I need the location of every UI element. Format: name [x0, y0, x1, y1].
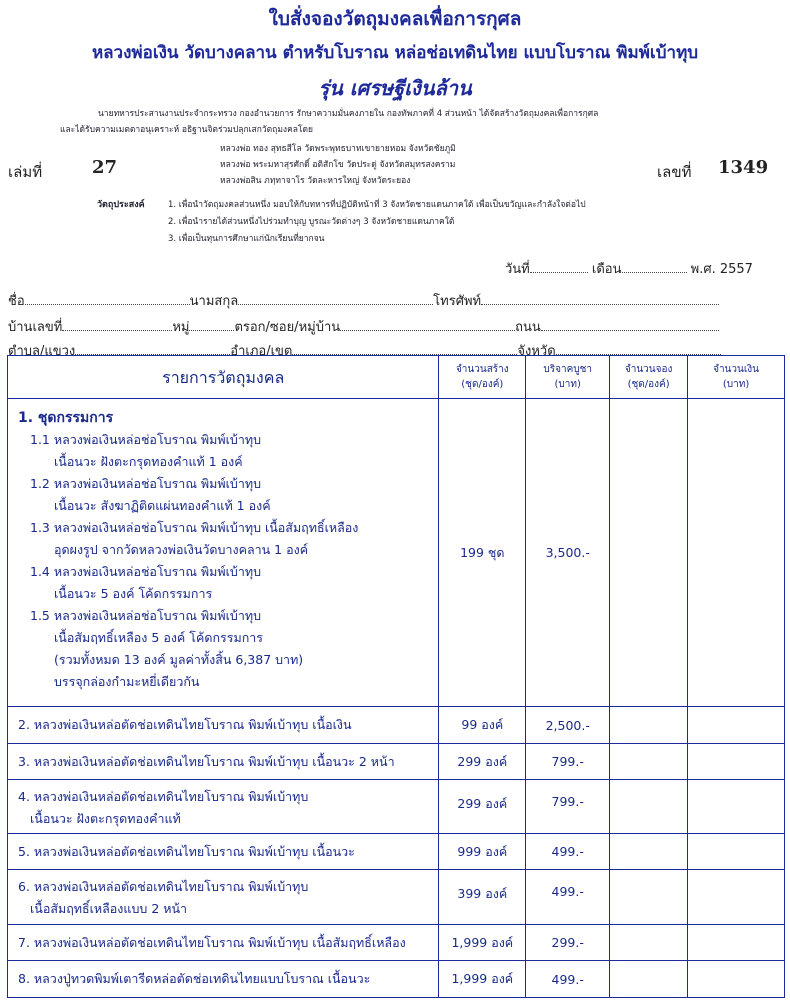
- qty-cell: 199 ชุด: [439, 399, 526, 707]
- amount-cell[interactable]: [688, 744, 785, 780]
- monk-list: [220, 141, 456, 189]
- item-line: 2. หลวงพ่อเงินหล่อตัดช่อเทดินไทยโบราณ พิมพ์เบ้าทุบ เนื้อเงิน: [18, 717, 352, 732]
- monk-item: หลวงพ่อ พระมหาสุรศักดิ์ อติสักโข วัดประดู่ จังหวัดสมุทรสงคราม: [220, 160, 456, 170]
- qty-cell: 399 องค์: [439, 870, 526, 925]
- district-field[interactable]: [292, 342, 517, 355]
- qty-cell: 299 องค์: [439, 780, 526, 834]
- header-made: จำนวนสร้าง (ชุด/องค์): [439, 356, 526, 399]
- amount-cell[interactable]: [688, 870, 785, 925]
- objectives-label: วัตถุประสงค์: [97, 200, 145, 210]
- header-reserve: จำนวนจอง (ชุด/องค์): [610, 356, 688, 399]
- serial-label: เลขที่: [657, 163, 692, 181]
- price-cell: 3,500.-: [526, 399, 610, 707]
- amount-cell[interactable]: [688, 399, 785, 707]
- item-line: 8. หลวงปู่ทวดพิมพ์เตารีดหล่อตัดช่อเทดินไทยแบบโบราณ เนื้อนวะ: [18, 971, 371, 986]
- name-label: ชื่อ: [8, 294, 25, 309]
- objectives-list: [168, 197, 586, 248]
- amount-cell[interactable]: [688, 780, 785, 834]
- item-cell: [8, 961, 439, 998]
- price-cell: 799.-: [526, 744, 610, 780]
- surname-field[interactable]: [238, 292, 433, 305]
- set-line: 1.1 หลวงพ่อเงินหล่อช่อโบราณ พิมพ์เบ้าทุบ: [30, 432, 262, 447]
- soi-label: ตรอก/ซอย/หมู่บ้าน: [234, 320, 341, 335]
- item-cell: [8, 925, 439, 961]
- set-line: เนื้อนวะ ฝังตะกรุดทองคำแท้ 1 องค์: [54, 454, 243, 469]
- road-label: ถนน: [515, 320, 541, 335]
- header-donation: บริจาคบูชา (บาท): [526, 356, 610, 399]
- price-cell: 2,500.-: [526, 707, 610, 744]
- price-cell: 499.-: [526, 870, 610, 925]
- house-label: บ้านเลขที่: [8, 320, 63, 335]
- table-row: [8, 834, 785, 870]
- price-cell: 299.-: [526, 925, 610, 961]
- edition-name: รุ่น เศรษฐีเงินล้าน: [318, 76, 472, 100]
- serial-number: 1349: [718, 157, 769, 178]
- amount-cell[interactable]: [688, 925, 785, 961]
- qty-cell: 999 องค์: [439, 834, 526, 870]
- intro-line-1: นายทหารประสานงานประจำกระทรวง กองอำนวยการ รักษาความมั่นคงภายใน กองทัพภาคที่ 4 ส่วนหน้า ได้จัดสร้างวัตถุมงคลเพื่อการกุศล: [98, 109, 599, 119]
- monk-item: หลวงพ่อ ทอง สุทธสีโล วัดพระพุทธบาทเขายายหอม จังหวัดชัยภูมิ: [220, 144, 456, 154]
- month-field[interactable]: [622, 272, 687, 273]
- road-field[interactable]: [541, 318, 719, 331]
- surname-label: นามสกุล: [189, 294, 239, 309]
- reserve-cell[interactable]: [610, 707, 688, 744]
- subdistrict-field[interactable]: [75, 342, 230, 355]
- header-amount: จำนวนเงิน (บาท): [688, 356, 785, 399]
- set-line: (รวมทั้งหมด 13 องค์ มูลค่าทั้งสิ้น 6,387 บาท): [54, 652, 304, 667]
- table-row: [8, 399, 785, 707]
- amount-cell[interactable]: [688, 961, 785, 998]
- item-line: เนื้อนวะ ฝังตะกรุดทองคำแท้: [30, 811, 181, 826]
- set-line: บรรจุกล่องกำมะหยี่เดียวกัน: [54, 674, 200, 689]
- monk-item: หลวงพ่อสิน ภทฺทาจาโร วัดละหารใหญ่ จังหวัดระยอง: [220, 176, 411, 186]
- set-line: เนื้อนวะ สังฆาฏิติดแผ่นทองคำแท้ 1 องค์: [54, 498, 271, 513]
- set-line: อุดผงรูป จากวัดหลวงพ่อเงินวัดบางคลาน 1 องค์: [54, 542, 309, 557]
- moo-field[interactable]: [189, 318, 234, 331]
- table-row: [8, 744, 785, 780]
- name-field[interactable]: [25, 292, 190, 305]
- header-item: รายการวัตถุมงคล: [8, 356, 439, 399]
- qty-cell: 99 องค์: [439, 707, 526, 744]
- address-row: [8, 316, 719, 337]
- moo-label: หมู่: [172, 320, 190, 335]
- intro-line-2: และได้รับความเมตตาอนุเคราะห์ อธิฐานจิตร่วมปลุกเสกวัตถุมงคลโดย: [60, 125, 314, 135]
- item-line: 5. หลวงพ่อเงินหล่อตัดช่อเทดินไทยโบราณ พิมพ์เบ้าทุบ เนื้อนวะ: [18, 844, 355, 859]
- amount-cell[interactable]: [688, 707, 785, 744]
- book-number: 27: [92, 157, 118, 178]
- objective-item: 1. เพื่อนำวัตถุมงคลส่วนหนึ่ง มอบให้กับทหารที่ปฏิบัติหน้าที่ 3 จังหวัดชายแดนภาคใต้ เพื่อเป็นขวัญและกำลังใจต่อไป: [168, 200, 586, 210]
- set-line: 1.2 หลวงพ่อเงินหล่อช่อโบราณ พิมพ์เบ้าทุบ: [30, 476, 262, 491]
- set-line: เนื้อสัมฤทธิ์เหลือง 5 องค์ โค้ดกรรมการ: [54, 630, 263, 645]
- item-cell: [8, 707, 439, 744]
- table-row: [8, 870, 785, 925]
- item-cell: [8, 834, 439, 870]
- price-cell: 499.-: [526, 961, 610, 998]
- set-line: 1.5 หลวงพ่อเงินหล่อช่อโบราณ พิมพ์เบ้าทุบ: [30, 608, 262, 623]
- district-label: อำเภอ/เขต: [230, 344, 293, 359]
- reserve-cell[interactable]: [610, 925, 688, 961]
- reserve-cell[interactable]: [610, 870, 688, 925]
- house-field[interactable]: [62, 318, 172, 331]
- reserve-cell[interactable]: [610, 961, 688, 998]
- day-label: วันที่: [505, 262, 530, 277]
- item-line: เนื้อสัมฤทธิ์เหลืองแบบ 2 หน้า: [30, 901, 188, 916]
- item-line: 3. หลวงพ่อเงินหล่อตัดช่อเทดินไทยโบราณ พิมพ์เบ้าทุบ เนื้อนวะ 2 หน้า: [18, 754, 395, 769]
- set-title: 1. ชุดกรรมการ: [18, 410, 114, 426]
- set-line: 1.4 หลวงพ่อเงินหล่อช่อโบราณ พิมพ์เบ้าทุบ: [30, 564, 262, 579]
- reserve-cell[interactable]: [610, 744, 688, 780]
- name-row: [8, 290, 719, 311]
- item-cell: [8, 780, 439, 834]
- item-cell: [8, 870, 439, 925]
- province-field[interactable]: [556, 342, 721, 355]
- table-row: [8, 780, 785, 834]
- province-label: จังหวัด: [517, 344, 556, 359]
- items-table: [7, 355, 785, 998]
- soi-field[interactable]: [340, 318, 515, 331]
- table-row: [8, 925, 785, 961]
- form-title: ใบสั่งจองวัตถุมงคลเพื่อการกุศล: [268, 8, 522, 30]
- phone-label: โทรศัพท์: [433, 294, 482, 309]
- date-line: [505, 258, 753, 279]
- qty-cell: 1,999 องค์: [439, 961, 526, 998]
- set-line: เนื้อนวะ 5 องค์ โค้ดกรรมการ: [54, 586, 213, 601]
- objective-item: 2. เพื่อนำรายได้ส่วนหนึ่งไปร่วมทำบุญ บูรณะวัดต่างๆ 3 จังหวัดชายแดนภาคใต้: [168, 217, 455, 227]
- phone-field[interactable]: [481, 292, 719, 305]
- month-label: เดือน: [591, 262, 622, 277]
- qty-cell: 1,999 องค์: [439, 925, 526, 961]
- item-line: 6. หลวงพ่อเงินหล่อตัดช่อเทดินไทยโบราณ พิมพ์เบ้าทุบ: [18, 879, 309, 894]
- price-cell: 799.-: [526, 780, 610, 834]
- subdistrict-label: ตำบล/แขวง: [8, 344, 76, 359]
- table-row: [8, 961, 785, 998]
- day-field[interactable]: [530, 272, 588, 273]
- qty-cell: 299 องค์: [439, 744, 526, 780]
- objective-item: 3. เพื่อเป็นทุนการศึกษาแก่นักเรียนที่ยากจน: [168, 234, 325, 244]
- item-line: 7. หลวงพ่อเงินหล่อตัดช่อเทดินไทยโบราณ พิมพ์เบ้าทุบ เนื้อสัมฤทธิ์เหลือง: [18, 935, 406, 950]
- amount-cell[interactable]: [688, 834, 785, 870]
- table-row: [8, 707, 785, 744]
- table-header: [8, 356, 785, 399]
- set-line: 1.3 หลวงพ่อเงินหล่อช่อโบราณ พิมพ์เบ้าทุบ เนื้อสัมฤทธิ์เหลือง: [30, 520, 359, 535]
- reserve-cell[interactable]: [610, 834, 688, 870]
- year-label: พ.ศ. 2557: [690, 262, 753, 277]
- form-subtitle: หลวงพ่อเงิน วัดบางคลาน ตำหรับโบราณ หล่อช่อเทดินไทย แบบโบราณ พิมพ์เบ้าทุบ: [91, 43, 699, 63]
- reserve-cell[interactable]: [610, 399, 688, 707]
- book-label: เล่มที่: [8, 163, 43, 181]
- item-cell: [8, 399, 439, 707]
- price-cell: 499.-: [526, 834, 610, 870]
- reserve-cell[interactable]: [610, 780, 688, 834]
- item-line: 4. หลวงพ่อเงินหล่อตัดช่อเทดินไทยโบราณ พิมพ์เบ้าทุบ: [18, 789, 309, 804]
- item-cell: [8, 744, 439, 780]
